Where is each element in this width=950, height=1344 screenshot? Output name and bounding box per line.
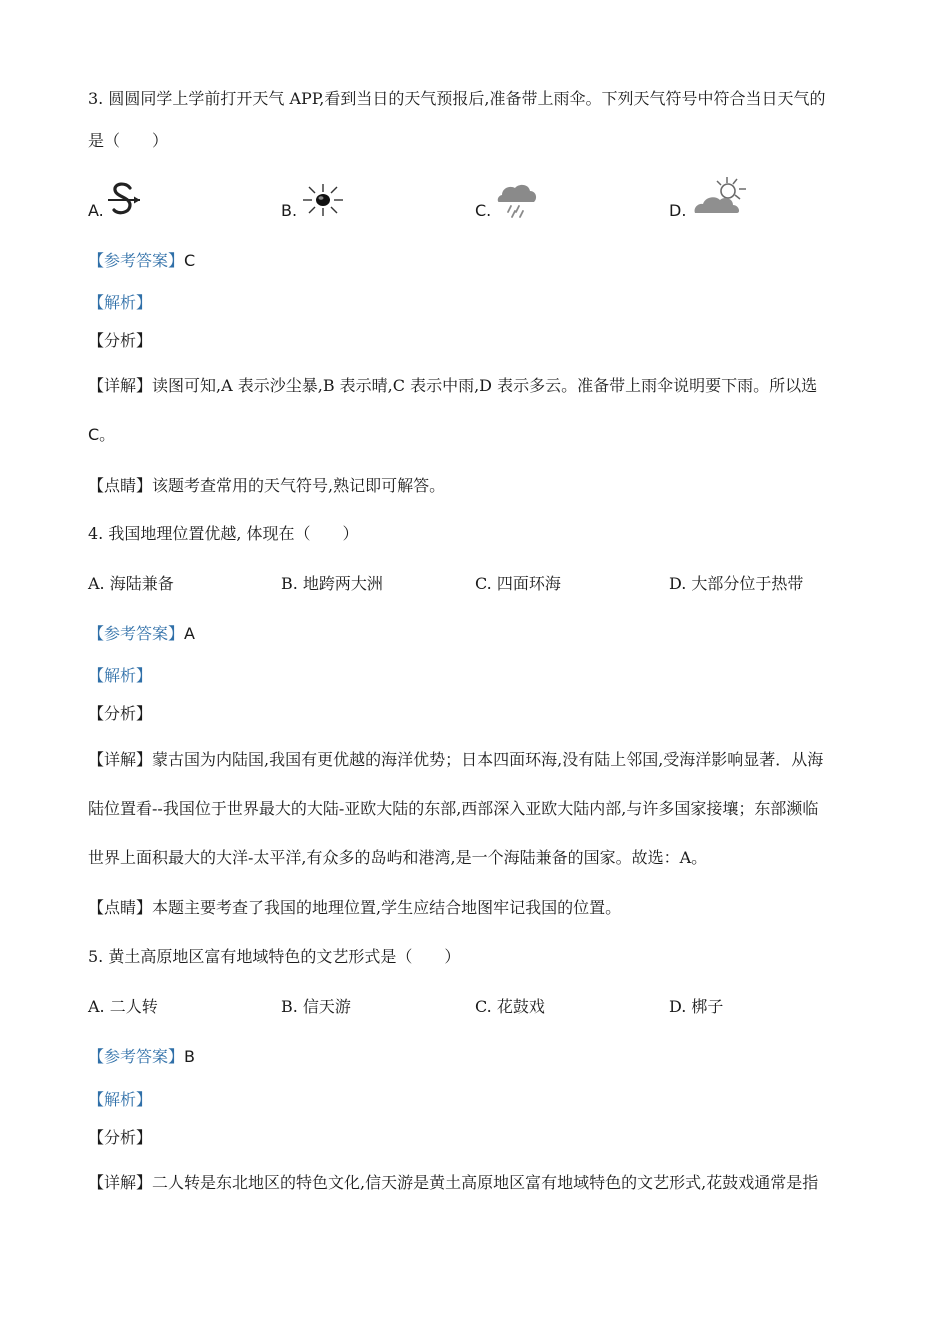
jiexi-label: 【解析】 [88,666,153,685]
sandstorm-icon [104,180,142,224]
q5-answer-line [88,1046,195,1068]
partly-cloudy-icon [693,175,749,223]
answer-label: 【参考答案】 [88,624,185,643]
detail-text: 二人转是东北地区的特色文化,信天游是黄土高原地区富有地域特色的文艺形式,花鼓戏通常是指 [152,1173,819,1192]
fenxi-label: 【分析】 [88,331,153,350]
q5-option-b: B. 信天游 [281,997,351,1016]
q3-option-a-label: A. [88,201,104,220]
q3-stem-line1: 3. 圆圆同学上学前打开天气 APP,看到当日的天气预报后,准备带上雨伞。下列天气符号中符合当日天气的 [88,89,826,108]
fenxi-label: 【分析】 [88,704,153,723]
q3-detail-line1 [88,375,817,397]
q4-option-a: A. 海陆兼备 [88,574,174,593]
q3-option-b-label: B. [281,201,298,220]
q4-answer-line [88,623,195,645]
q5-detail-line1 [88,1172,818,1194]
detail-text: 读图可知,A 表示沙尘暴,B 表示晴,C 表示中雨,D 表示多云。准备带上雨伞说明要下雨。所以选 [152,376,818,395]
detail-label: 【详解】 [88,1173,153,1192]
q3-option-c-label: C. [475,201,492,220]
q4-option-b: B. 地跨两大洲 [281,574,383,593]
q3-dianjing-line [88,475,445,497]
q3-stem-line2: 是（ ） [88,131,169,150]
jiexi-label: 【解析】 [88,1090,153,1109]
answer-value: B [184,1047,195,1066]
answer-label: 【参考答案】 [88,251,185,270]
answer-value: A [184,624,195,643]
q5-option-d: D. 梆子 [669,997,724,1016]
detail-text: 蒙古国为内陆国,我国有更优越的海洋优势；日本四面环海,没有陆上邻国,受海洋影响显著．从海 [152,750,824,769]
moderate-rain-icon [495,180,539,224]
q4-detail-line3: 世界上面积最大的大洋-太平洋,有众多的岛屿和港湾,是一个海陆兼备的国家。故选：A。 [88,848,708,867]
q4-detail-line1 [88,749,823,771]
answer-label: 【参考答案】 [88,1047,185,1066]
q4-dianjing-line [88,897,621,919]
dianjing-label: 【点睛】 [88,476,153,495]
q4-stem: 4. 我国地理位置优越, 体现在（ ） [88,524,359,543]
fenxi-label: 【分析】 [88,1128,153,1147]
q4-detail-line2: 陆位置看--我国位于世界最大的大陆-亚欧大陆的东部,西部深入亚欧大陆内部,与许多国家接壤；东部濒临 [88,799,819,818]
dianjing-text: 本题主要考查了我国的地理位置,学生应结合地图牢记我国的位置。 [152,898,622,917]
detail-label: 【详解】 [88,376,153,395]
detail-label: 【详解】 [88,750,153,769]
dianjing-label: 【点睛】 [88,898,153,917]
jiexi-label: 【解析】 [88,293,153,312]
dianjing-text: 该题考查常用的天气符号,熟记即可解答。 [152,476,446,495]
q3-detail-line2: C。 [88,425,116,444]
sunny-icon [301,182,345,222]
answer-value: C [184,251,196,270]
q4-option-d: D. 大部分位于热带 [669,574,804,593]
q5-stem: 5. 黄土高原地区富有地域特色的文艺形式是（ ） [88,947,461,966]
q5-option-a: A. 二人转 [88,997,158,1016]
q3-answer-line [88,250,195,272]
q3-option-d-label: D. [669,201,687,220]
q4-option-c: C. 四面环海 [475,574,561,593]
q5-option-c: C. 花鼓戏 [475,997,545,1016]
